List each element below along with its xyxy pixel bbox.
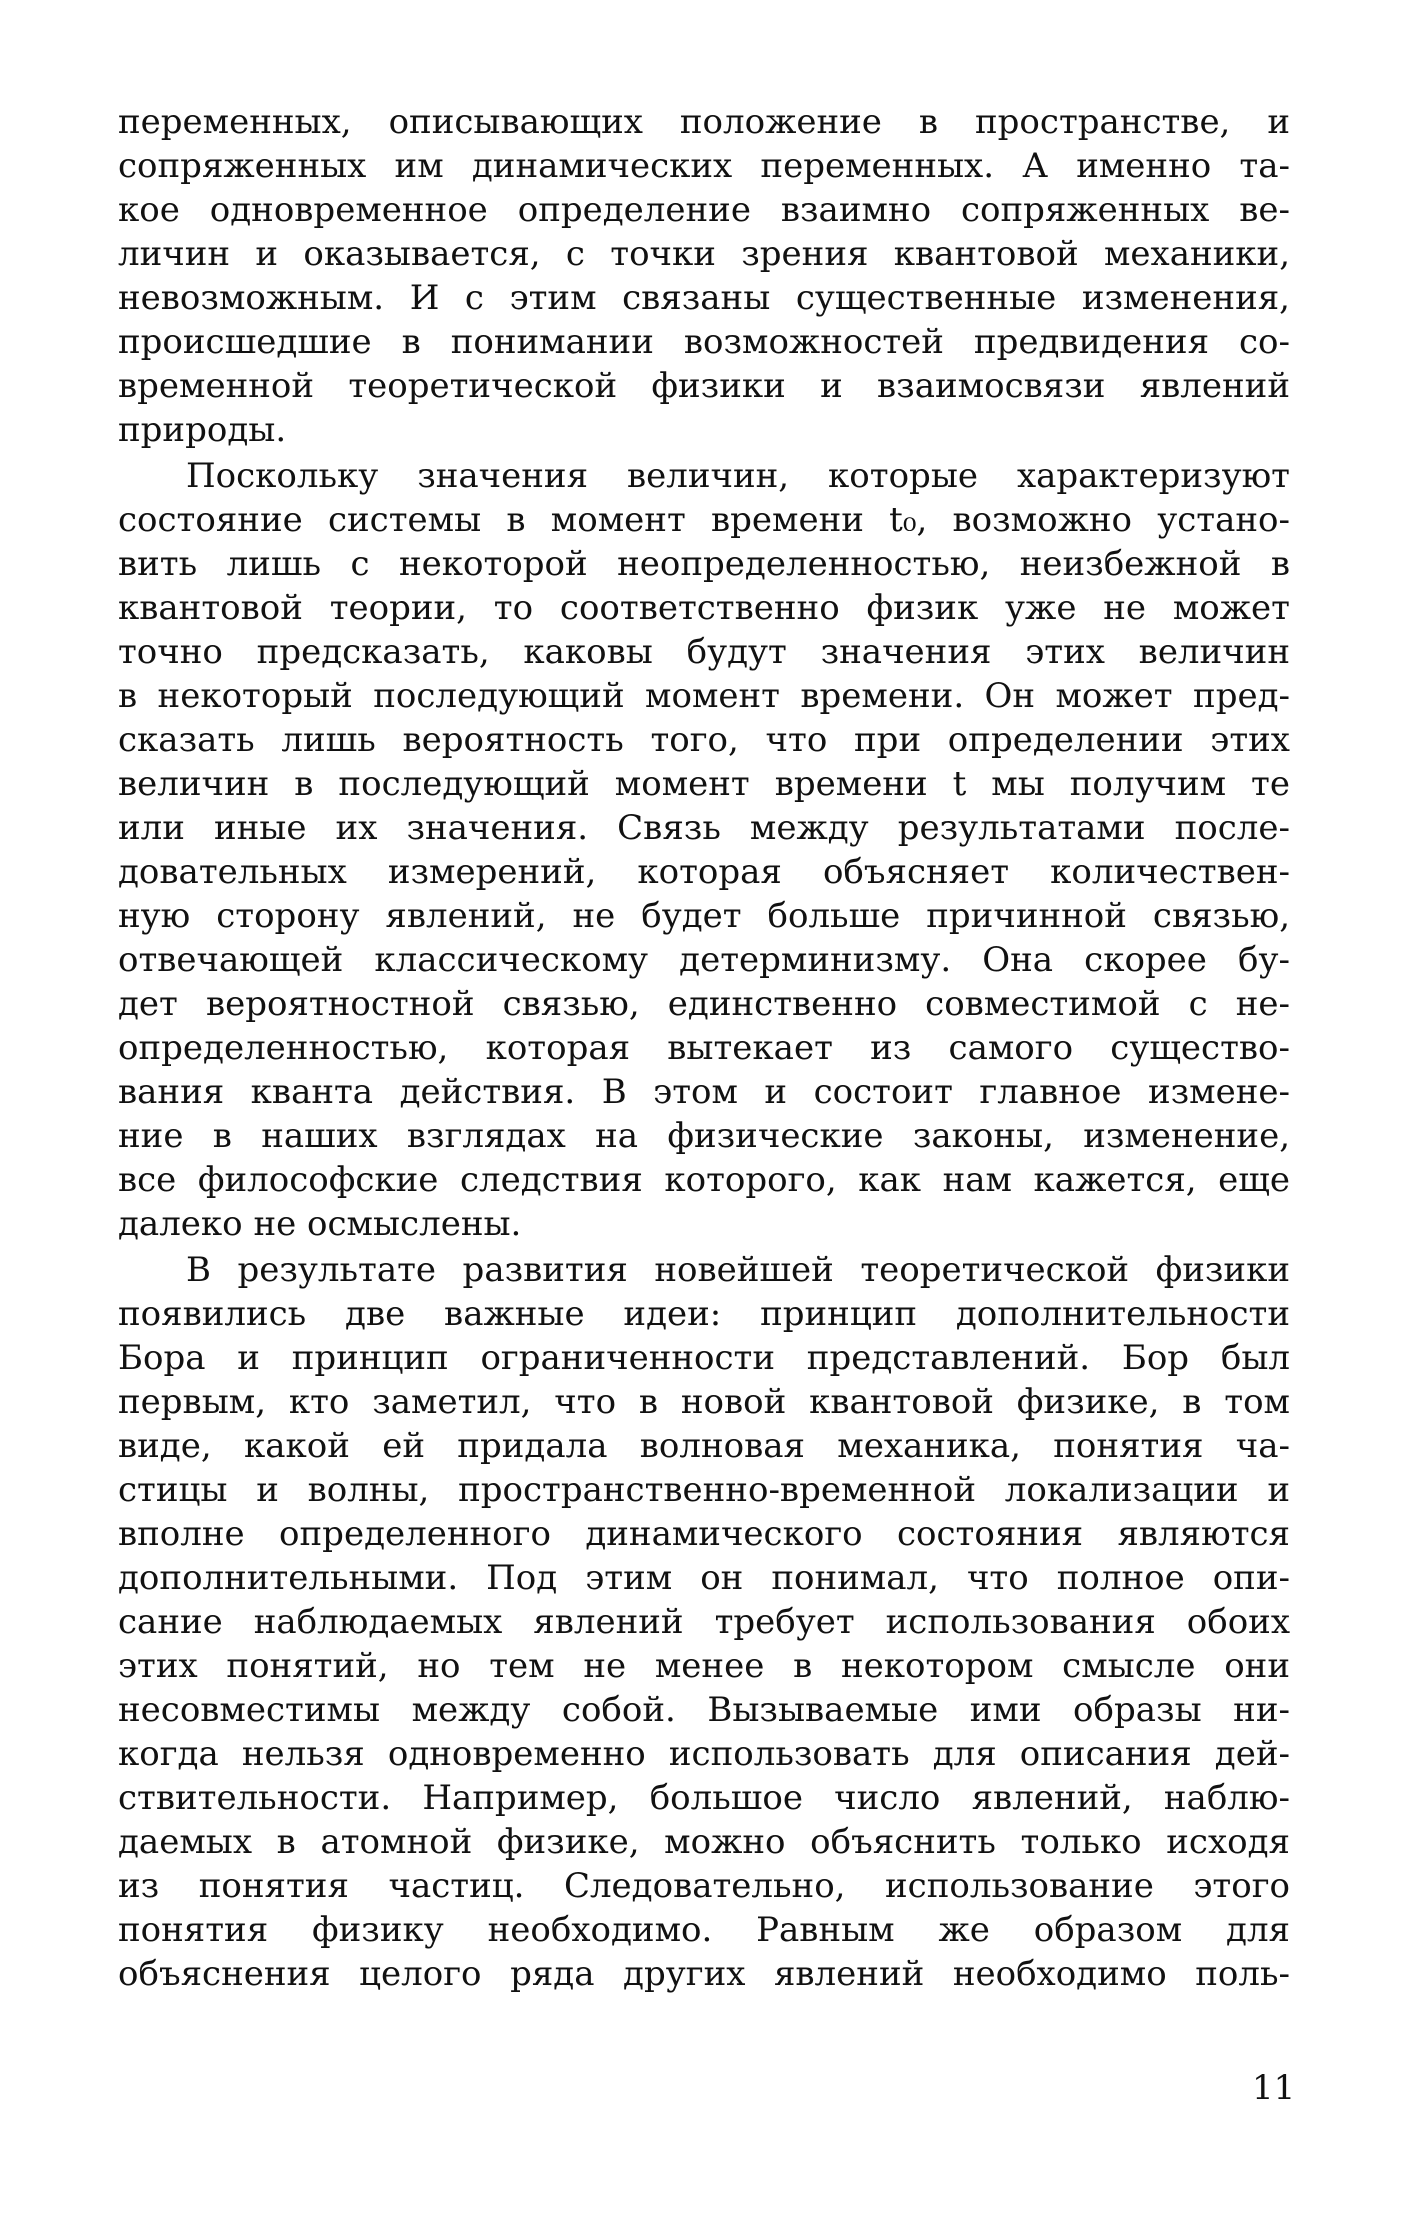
text-line: квантовой теории, то соответственно физик уже не может (118, 588, 1290, 628)
text-line: В результате развития новейшей теоретической физики (186, 1250, 1290, 1290)
paragraph-2 (118, 454, 1290, 1246)
text-line: объяснения целого ряда других явлений необходимо поль- (118, 1954, 1290, 1994)
text-line: состояние системы в момент времени t₀, возможно устано- (118, 500, 1290, 540)
text-line: дет вероятностной связью, единственно совместимой с не- (118, 984, 1290, 1024)
text-line: происшедшие в понимании возможностей предвидения со- (118, 322, 1290, 362)
text-line: сопряженных им динамических переменных. А именно та- (118, 146, 1290, 186)
paragraph-1 (118, 100, 1290, 452)
text-line: определенностью, которая вытекает из самого существо- (118, 1028, 1290, 1068)
paragraph-3 (118, 1248, 1290, 1996)
text-line: понятия физику необходимо. Равным же образом для (118, 1910, 1290, 1950)
page-number: 11 (1252, 2068, 1296, 2108)
text-line: ствительности. Например, большое число явлений, наблю- (118, 1778, 1290, 1818)
text-line: несовместимы между собой. Вызываемые ими образы ни- (118, 1690, 1290, 1730)
text-line: вания кванта действия. В этом и состоит главное измене- (118, 1072, 1290, 1112)
text-line: переменных, описывающих положение в пространстве, и (118, 102, 1290, 142)
text-line: все философские следствия которого, как нам кажется, еще (118, 1160, 1290, 1200)
text-line: ную сторону явлений, не будет больше причинной связью, (118, 896, 1290, 936)
text-line: отвечающей классическому детерминизму. Она скорее бу- (118, 940, 1290, 980)
text-line: этих понятий, но тем не менее в некотором смысле они (118, 1646, 1290, 1686)
text-line: вполне определенного динамического состояния являются (118, 1514, 1290, 1554)
text-line: Бора и принцип ограниченности представлений. Бор был (118, 1338, 1290, 1378)
text-line: из понятия частиц. Следовательно, использование этого (118, 1866, 1290, 1906)
text-line: личин и оказывается, с точки зрения квантовой механики, (118, 234, 1290, 274)
text-line: природы. (118, 410, 287, 450)
text-line: точно предсказать, каковы будут значения этих величин (118, 632, 1290, 672)
text-line: сказать лишь вероятность того, что при определении этих (118, 720, 1290, 760)
text-line: кое одновременное определение взаимно сопряженных ве- (118, 190, 1290, 230)
page-body (118, 100, 1290, 1996)
text-line: довательных измерений, которая объясняет количествен- (118, 852, 1290, 892)
text-line: или иные их значения. Связь между результатами после- (118, 808, 1290, 848)
text-line: Поскольку значения величин, которые характеризуют (186, 456, 1290, 496)
text-line: стицы и волны, пространственно-временной локализации и (118, 1470, 1290, 1510)
text-line: невозможным. И с этим связаны существенные изменения, (118, 278, 1290, 318)
text-line: временной теоретической физики и взаимосвязи явлений (118, 366, 1290, 406)
text-line: в некоторый последующий момент времени. Он может пред- (118, 676, 1290, 716)
text-line: появились две важные идеи: принцип дополнительности (118, 1294, 1290, 1334)
text-line: вить лишь с некоторой неопределенностью, неизбежной в (118, 544, 1290, 584)
text-line: первым, кто заметил, что в новой квантовой физике, в том (118, 1382, 1290, 1422)
text-line: когда нельзя одновременно использовать для описания дей- (118, 1734, 1290, 1774)
text-line: даемых в атомной физике, можно объяснить только исходя (118, 1822, 1290, 1862)
text-line: виде, какой ей придала волновая механика, понятия ча- (118, 1426, 1290, 1466)
text-line: сание наблюдаемых явлений требует использования обоих (118, 1602, 1290, 1642)
text-line: дополнительными. Под этим он понимал, что полное опи- (118, 1558, 1290, 1598)
text-line: ние в наших взглядах на физические законы, изменение, (118, 1116, 1290, 1156)
text-line: величин в последующий момент времени t мы получим те (118, 764, 1290, 804)
text-line: далеко не осмыслены. (118, 1204, 522, 1244)
